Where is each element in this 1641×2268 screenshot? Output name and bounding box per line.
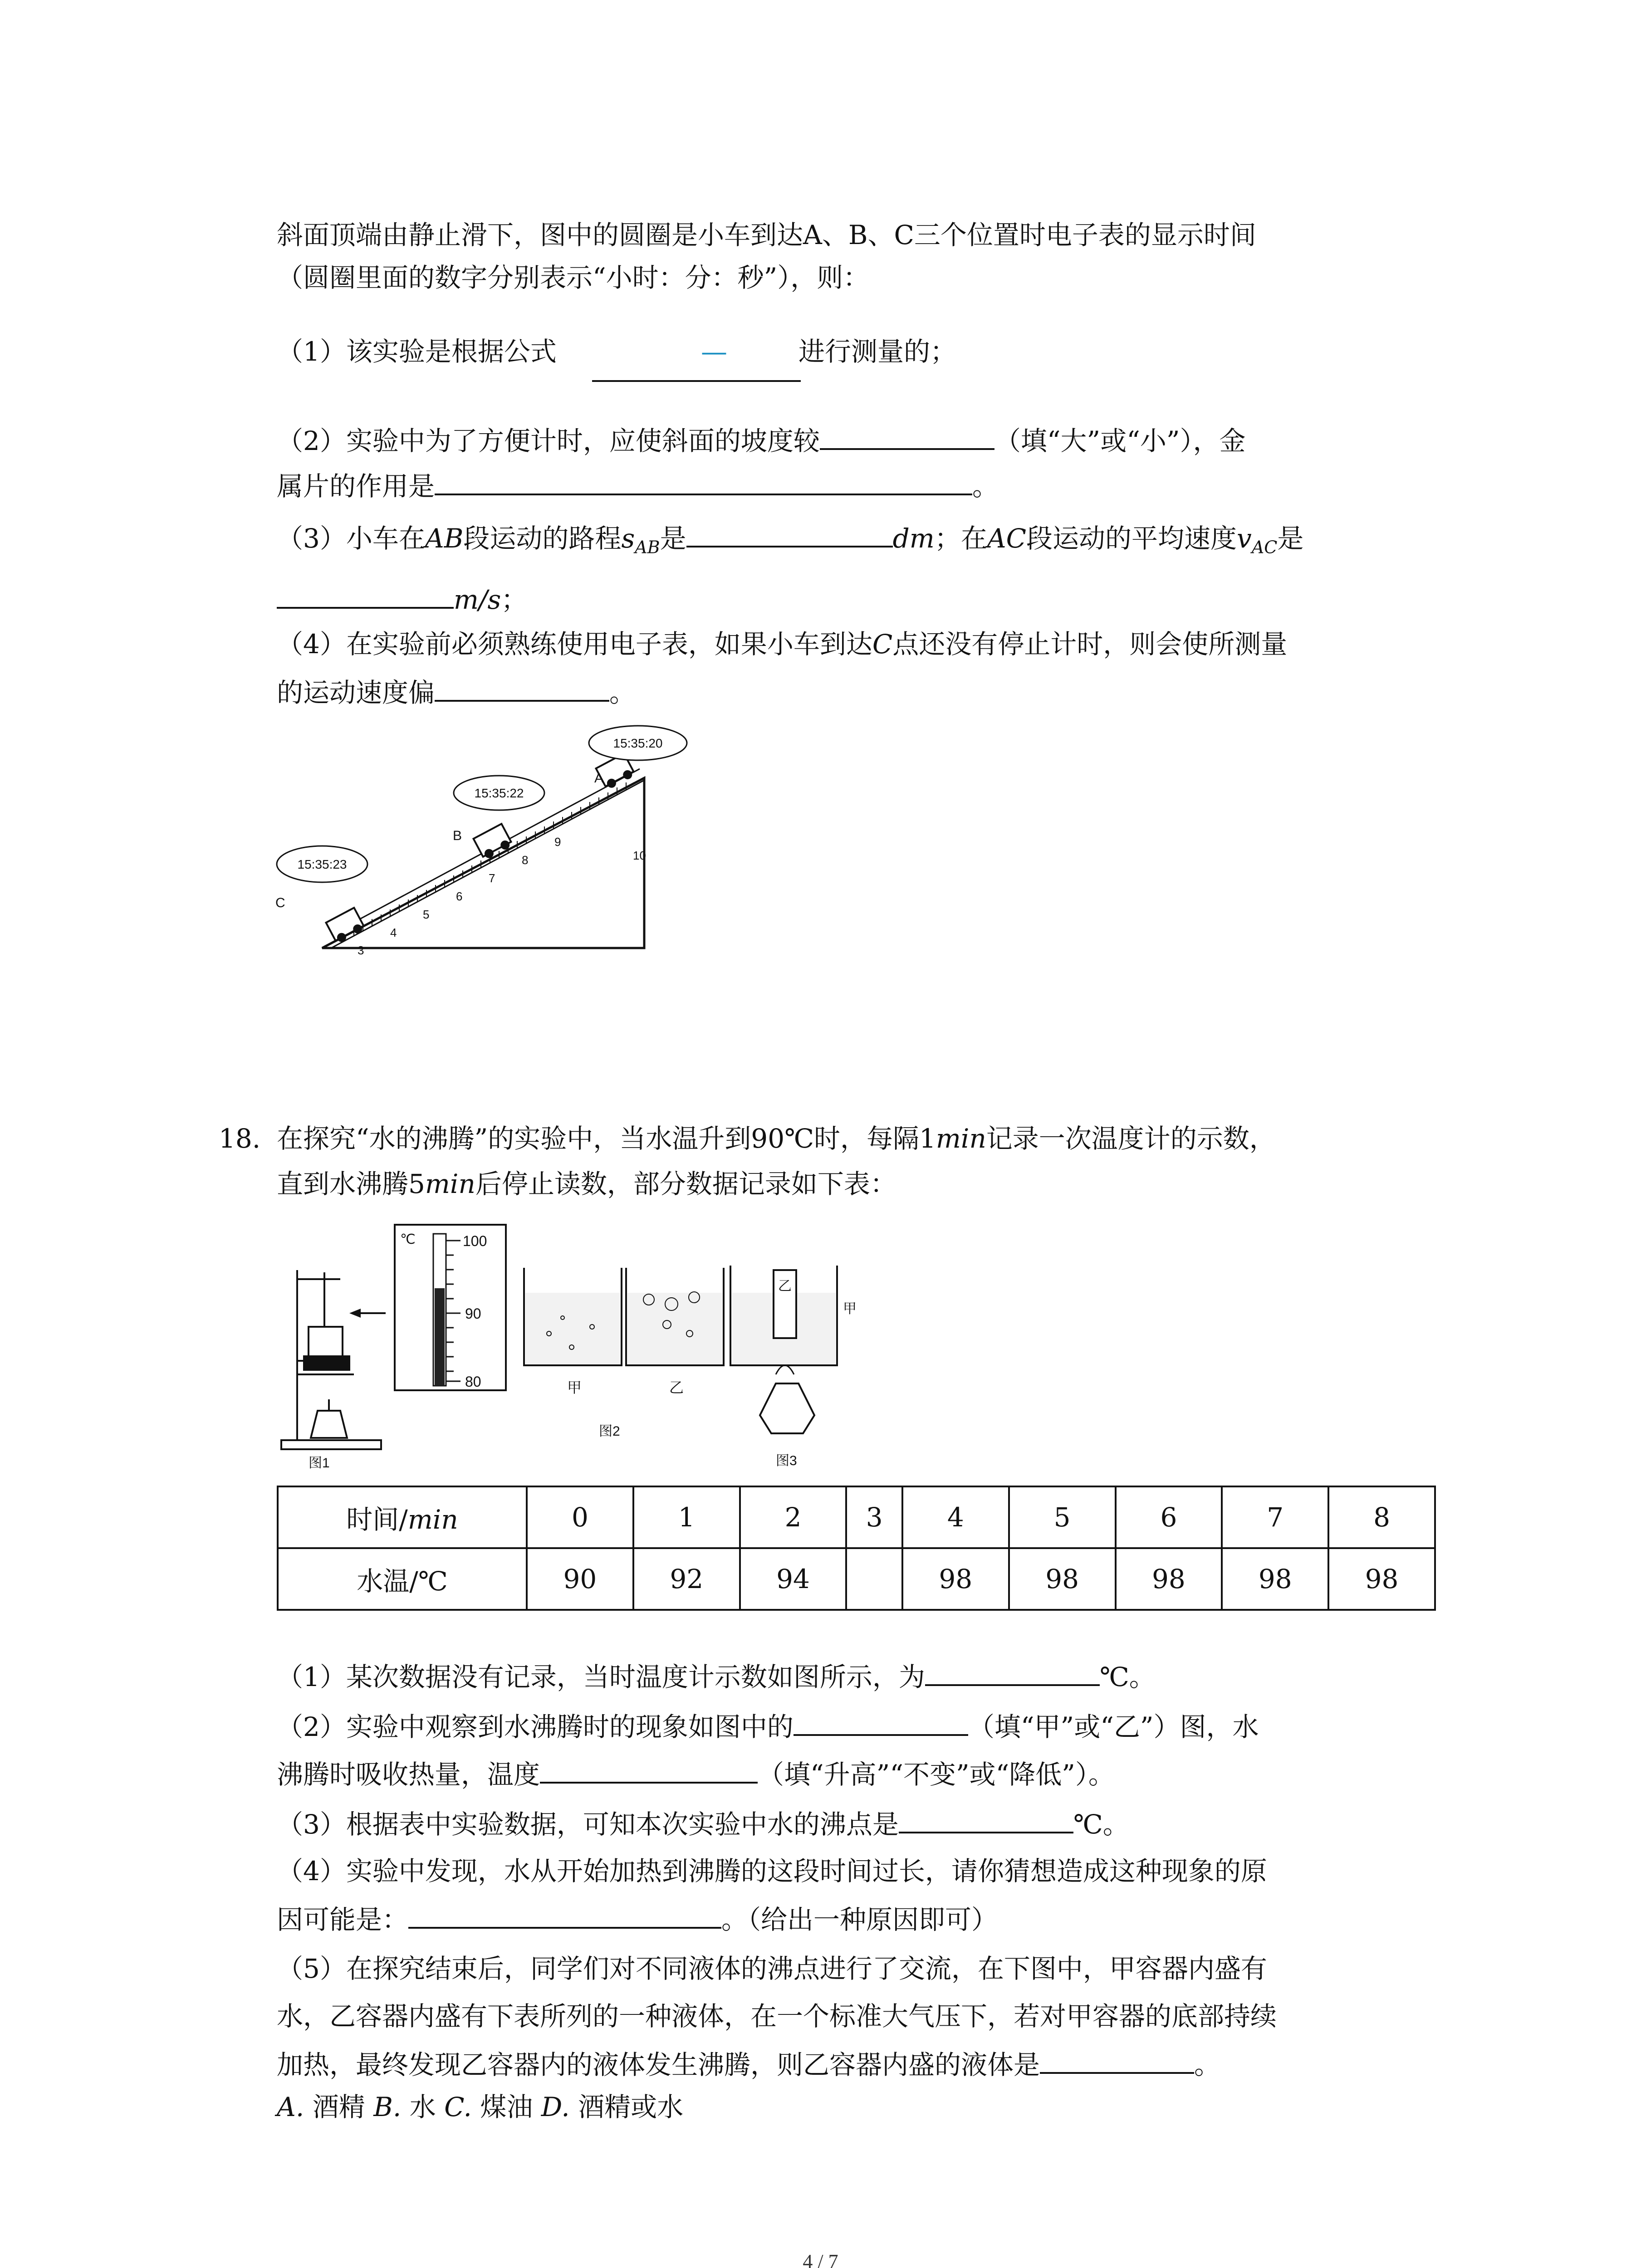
table-cell: 3 (846, 1486, 902, 1548)
q18-intro-line2 (277, 1166, 896, 1202)
table-cell: 7 (1222, 1486, 1328, 1548)
table-cell: 98 (1328, 1548, 1435, 1610)
q18-figure-blank[interactable] (794, 1708, 968, 1736)
option-a-letter: A. (277, 2092, 304, 2122)
thermometer-mark-80: 80 (465, 1374, 481, 1390)
position-label-b: B (453, 828, 462, 843)
q17-part3-end: ； (501, 584, 528, 615)
timer-a-text: 15:35:20 (613, 736, 663, 750)
formula-fraction-bar: — (701, 336, 727, 367)
table-cell: 8 (1328, 1486, 1435, 1548)
q17-speed-blank[interactable] (435, 674, 609, 702)
q18-sub1-text: （1）某次数据没有记录，当时温度计示数如图所示，为 (277, 1662, 925, 1692)
q17-part3-text2: 段运动的路程 (463, 523, 622, 554)
fig2-beaker-jia (524, 1268, 622, 1365)
fig1-apparatus (281, 1270, 381, 1449)
q18-options (277, 2089, 683, 2125)
table-cell: 98 (1009, 1548, 1116, 1610)
table-cell: 98 (902, 1548, 1009, 1610)
fig2-caption: 图2 (599, 1424, 620, 1439)
timer-b-text: 15:35:22 (474, 786, 524, 800)
q17-part1-tail: 进行测量的； (798, 336, 957, 367)
q18-sub2-text2: 沸腾时吸收热量，温度 (277, 1759, 540, 1790)
arrow-head-icon (349, 1309, 361, 1318)
q18-sub3 (277, 1805, 1129, 1843)
q17-intro-line1: 斜面顶端由静止滑下，图中的圆圈是小车到达A、B、C三个位置时电子表的显示时间 (277, 220, 1256, 250)
table-cell: 90 (527, 1548, 633, 1610)
q17-part3-text6: 是 (1277, 523, 1304, 554)
table-row-temp (278, 1548, 1435, 1610)
q18-sub2-text: （2）实验中观察到水沸腾时的现象如图中的 (277, 1711, 794, 1742)
q17-part3-v: v (1237, 523, 1252, 554)
thermometer-mark-100: 100 (463, 1233, 487, 1249)
q17-part3-s: s (621, 523, 635, 554)
ruler-tick-label: 9 (554, 835, 561, 849)
q17-part3-text4: ；在 (934, 523, 987, 554)
fig2-beaker-yi (626, 1268, 724, 1365)
q17-part4-line2 (277, 674, 636, 711)
q18-intro-line1 (277, 1120, 1276, 1157)
ruler-tick-label: 10 (633, 849, 646, 862)
q18-sub2-hint2: （填“升高”“不变”或“降低”）。 (758, 1759, 1115, 1790)
q18-sub2-hint: （填“甲”或“乙”）图，水 (968, 1711, 1259, 1742)
thermometer-closeup (395, 1225, 506, 1390)
q18-sub5-line1: （5）在探究结束后，同学们对不同液体的沸点进行了交流，在下图中，甲容器内盛有 (277, 1953, 1267, 1984)
option-d-letter: D. (541, 2092, 570, 2122)
fig1-caption: 图1 (309, 1456, 330, 1471)
table-cell: 4 (902, 1486, 1009, 1548)
q17-part3-ab: AB (425, 523, 464, 554)
ruler-tick-label: 4 (390, 926, 397, 939)
option-a-text: 酒精 (304, 2092, 374, 2122)
option-d-text: 酒精或水 (569, 2092, 684, 2122)
q17-part3-ac: AC (987, 523, 1027, 554)
option-c-letter: C. (444, 2092, 472, 2122)
q18-sub2-line1 (277, 1708, 1259, 1745)
q18-liquid-blank[interactable] (1040, 2046, 1194, 2074)
q17-part3-text3: 是 (660, 523, 686, 554)
table-cell: 5 (1009, 1486, 1116, 1548)
option-c-text: 煤油 (471, 2092, 541, 2122)
q18-sub5-text: 加热，最终发现乙容器内的液体发生沸腾，则乙容器内盛的液体是 (277, 2049, 1040, 2080)
timer-c-text: 15:35:23 (297, 857, 347, 871)
q17-part3-dm: dm (892, 523, 935, 554)
q17-part3-line1 (277, 519, 1303, 566)
q18-sub3-unit: ℃。 (1073, 1809, 1129, 1840)
q18-intro-text: 在探究“水的沸腾”的实验中，当水温升到90℃时，每隔1 (277, 1123, 936, 1154)
q17-part2-line2 (277, 467, 999, 504)
table-cell: 0 (527, 1486, 633, 1548)
q17-formula-blank[interactable] (592, 380, 801, 382)
table-head-temp: 水温/℃ (278, 1548, 527, 1610)
q18-sub5-end: 。 (1194, 2049, 1221, 2080)
boiling-figure (272, 1220, 907, 1474)
q18-sub4-line2 (277, 1901, 998, 1938)
q18-reason-blank[interactable] (408, 1901, 721, 1929)
ruler-tick-label: 7 (489, 871, 495, 885)
q17-part4-text: （4）在实验前必须熟练使用电子表，如果小车到达 (277, 629, 872, 660)
table-cell: 94 (740, 1548, 847, 1610)
q17-sab-blank[interactable] (686, 519, 893, 547)
temperature-table (277, 1486, 1436, 1611)
fig3-label-yi: 乙 (778, 1279, 792, 1294)
table-cell: 98 (1116, 1548, 1222, 1610)
thermometer-mark-90: 90 (465, 1305, 481, 1322)
q18-sub2-line2 (277, 1755, 1115, 1793)
q17-part2-text: （2）实验中为了方便计时，应使斜面的坡度较 (277, 425, 820, 456)
table-cell: 2 (740, 1486, 847, 1548)
q17-part4-text2: 点还没有停止计时，则会使所测量 (892, 629, 1288, 660)
q18-unit-min: min (936, 1123, 986, 1154)
q17-part4-text3: 的运动速度偏 (277, 677, 435, 708)
q17-part3-text5: 段运动的平均速度 (1026, 523, 1237, 554)
q18-sub5-line2: 水，乙容器内盛有下表所列的一种液体，在一个标准大气压下，若对甲容器的底部持续 (277, 2001, 1277, 2032)
q17-part1 (277, 333, 957, 370)
q17-vac-blank[interactable] (277, 581, 454, 609)
fig3-label-jia: 甲 (843, 1301, 857, 1316)
cart-c (326, 908, 366, 944)
ruler-tick-label: 5 (423, 908, 430, 921)
q17-metal-blank[interactable] (435, 467, 972, 495)
fig3-caption: 图3 (776, 1453, 797, 1468)
ruler-tick-label: 3 (358, 943, 364, 957)
q18-sub4-line1: （4）实验中发现，水从开始加热到沸腾的这段时间过长，请你猜想造成这种现象的原 (277, 1856, 1267, 1887)
q17-part4-c: C (872, 629, 893, 660)
option-b-letter: B. (373, 2092, 402, 2122)
position-label-a: A (594, 771, 604, 786)
q18-intro-text3: 直到水沸腾5 (277, 1168, 425, 1199)
q17-part3-text: （3）小车在 (277, 523, 425, 554)
table-cell: 98 (1222, 1548, 1328, 1610)
q17-intro-line2: （圆圈里面的数字分别表示“小时：分：秒”），则： (277, 262, 870, 293)
ruler-tick-label: 8 (522, 853, 529, 867)
fig2-label-yi: 乙 (669, 1379, 684, 1396)
q17-part1-text: （1）该实验是根据公式 (277, 336, 557, 367)
q17-part4-end: 。 (609, 677, 636, 708)
q18-sub4-text: 因可能是： (277, 1904, 409, 1935)
q18-intro-text4: 后停止读数，部分数据记录如下表： (475, 1168, 896, 1199)
q18-unit-min2: min (425, 1168, 475, 1199)
option-b-text: 水 (401, 2092, 445, 2122)
ruler-tick-label: 6 (456, 890, 463, 903)
q18-sub3-text: （3）根据表中实验数据，可知本次实验中水的沸点是 (277, 1809, 899, 1840)
q18-sub1-unit: ℃。 (1099, 1662, 1156, 1692)
q17-part3-ms: m/s (454, 584, 501, 615)
q17-part2-line1 (277, 422, 1246, 459)
table-cell: 92 (633, 1548, 740, 1610)
table-cell: 6 (1116, 1486, 1222, 1548)
q18-sub5-line3 (277, 2046, 1220, 2083)
q18-intro-text2: 记录一次温度计的示数， (986, 1123, 1276, 1154)
incline-figure (263, 712, 717, 966)
q17-part3-line2 (277, 581, 527, 618)
q17-part3-v-sub: AC (1251, 537, 1278, 557)
fig2-label-jia: 甲 (567, 1379, 582, 1396)
q18-sub4-hint: 。（给出一种原因即可） (721, 1904, 998, 1935)
position-label-c: C (275, 895, 285, 910)
page-number: 4 / 7 (803, 2250, 838, 2268)
table-cell-empty[interactable] (846, 1548, 902, 1610)
q17-part3-s-sub: AB (635, 537, 660, 557)
table-row-time (278, 1486, 1435, 1548)
thermometer-unit: ℃ (400, 1232, 416, 1247)
table-head-time: 时间/min (278, 1486, 527, 1548)
q18-reading-blank[interactable] (925, 1658, 1100, 1686)
q18-boiling-point-blank[interactable] (899, 1805, 1073, 1833)
q17-part2-hint: （填“大”或“小”），金 (994, 425, 1246, 456)
q17-part2-text2: 属片的作用是 (277, 471, 435, 502)
q18-number: 18. (219, 1123, 261, 1154)
q17-slope-blank[interactable] (820, 422, 994, 450)
q18-temp-change-blank[interactable] (540, 1755, 758, 1784)
table-cell: 1 (633, 1486, 740, 1548)
q18-sub1 (277, 1658, 1156, 1695)
q17-part4-line1 (277, 626, 1287, 662)
q17-part2-end: 。 (972, 471, 999, 502)
